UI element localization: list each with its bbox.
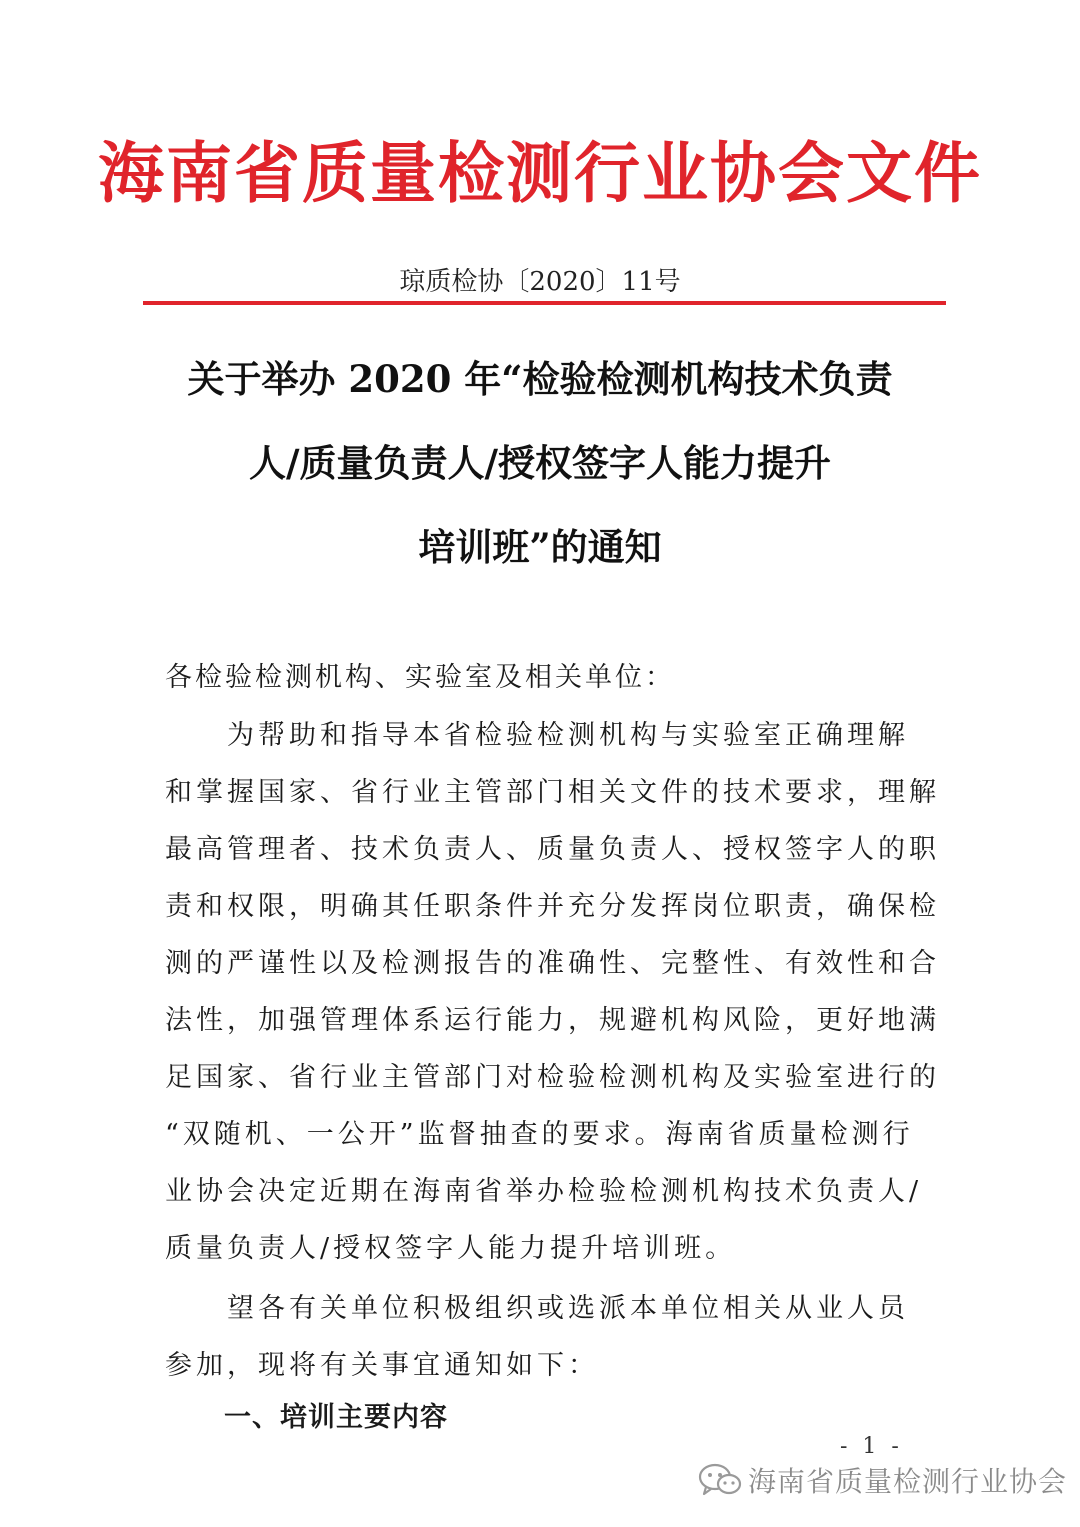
paragraph-line: 质量负责人/授权签字人能力提升培训班。 (165, 1233, 737, 1264)
paragraph-line: 足国家、省行业主管部门对检验检测机构及实验室进行的 (165, 1062, 940, 1093)
body-paragraph-2 (165, 1280, 920, 1394)
body-paragraph-1 (165, 707, 940, 1277)
paragraph-line: 法性，加强管理体系运行能力，规避机构风险，更好地满 (165, 1005, 940, 1036)
paragraph-line: 参加，现将有关事宜通知如下： (165, 1350, 599, 1381)
wechat-watermark (698, 1462, 1067, 1498)
paragraph-line: 和掌握国家、省行业主管部门相关文件的技术要求，理解 (165, 777, 940, 808)
paragraph-line: 业协会决定近期在海南省举办检验检测机构技术负责人/ (165, 1176, 923, 1207)
letterhead-title: 海南省质量检测行业协会文件 (98, 134, 982, 212)
paragraph-line: 望各有关单位积极组织或选派本单位相关从业人员 (165, 1293, 909, 1324)
notice-title-line: 培训班”的通知 (418, 525, 662, 569)
notice-title (120, 337, 960, 589)
document-number: 琼质检协〔2020〕11号 (399, 267, 681, 297)
section-heading: 一、培训主要内容 (224, 1402, 448, 1433)
page-number: - 1 - (840, 1434, 903, 1459)
paragraph-line: “双随机、一公开”监督抽查的要求。海南省质量检测行 (165, 1119, 914, 1150)
salutation: 各检验检测机构、实验室及相关单位： (165, 662, 675, 693)
red-divider-line (143, 301, 946, 305)
paragraph-line: 测的严谨性以及检测报告的准确性、完整性、有效性和合 (165, 948, 940, 979)
notice-title-line: 人/质量负责人/授权签字人能力提升 (248, 441, 832, 485)
paragraph-line: 责和权限，明确其任职条件并充分发挥岗位职责，确保检 (165, 891, 940, 922)
wechat-icon (698, 1463, 742, 1497)
paragraph-line: 为帮助和指导本省检验检测机构与实验室正确理解 (165, 720, 909, 751)
paragraph-line: 最高管理者、技术负责人、质量负责人、授权签字人的职 (165, 834, 940, 865)
notice-title-line: 关于举办 2020 年“检验检测机构技术负责 (187, 357, 893, 401)
watermark-text: 海南省质量检测行业协会 (748, 1465, 1068, 1498)
